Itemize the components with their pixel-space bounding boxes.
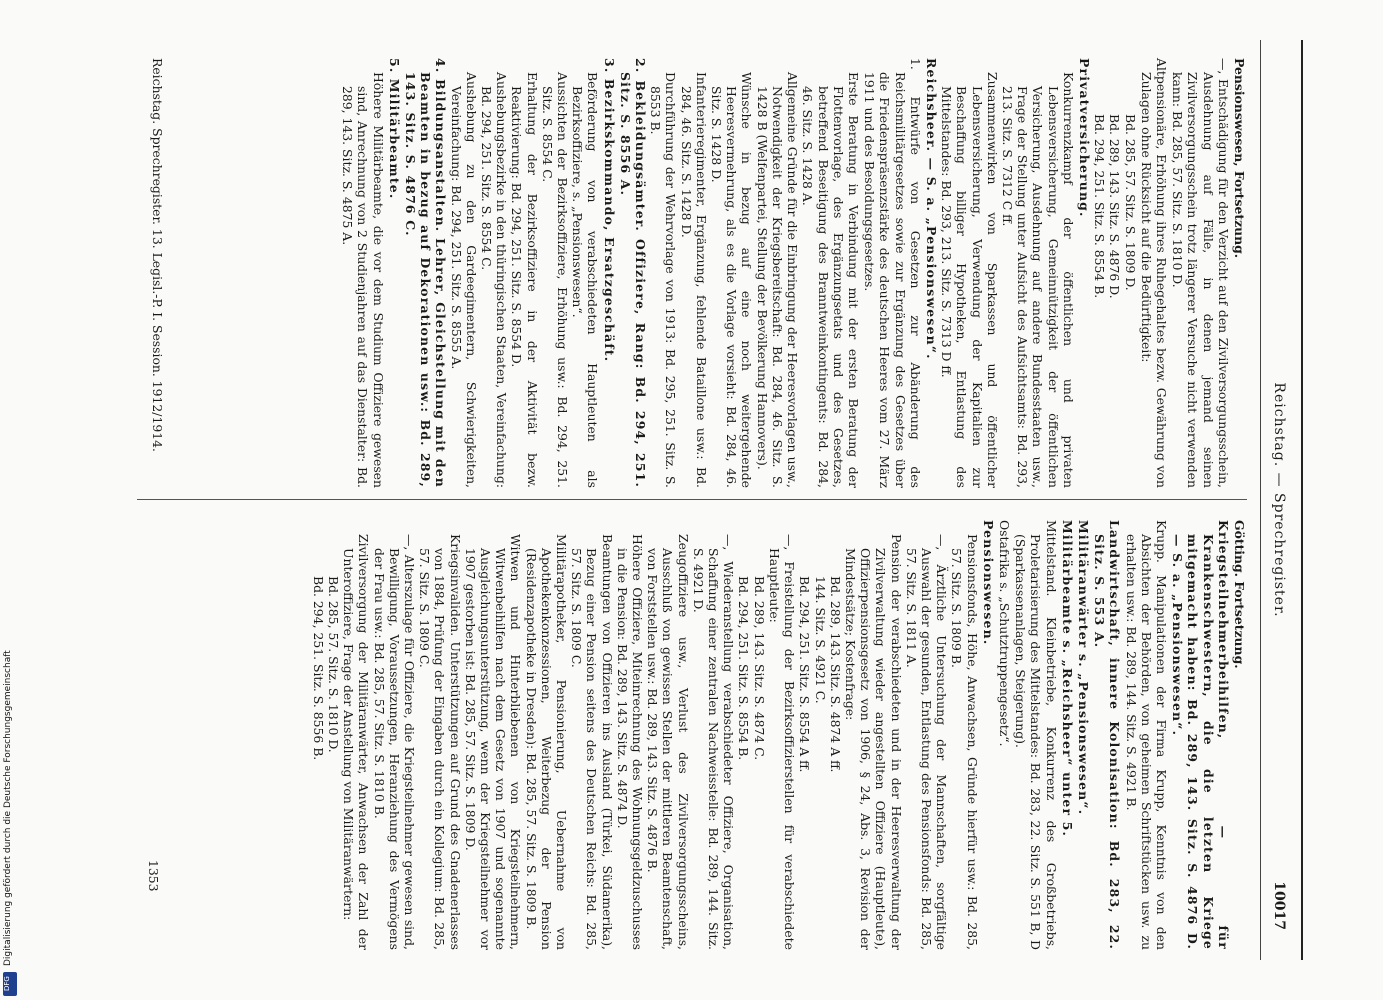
- header-rule: [1260, 40, 1261, 960]
- index-entry: Kriegsteilnehmerbeihilfen, — für Krankenschwestern, die die letzten Kriege mitgemacht haben: Bd. 289, 143. Sitz. S. 4876 D. — S. a. „Pensionswesen“.: [1170, 520, 1231, 950]
- index-entry: Altpensionäre, Erhöhung ihres Ruhegehaltes bezw. Gewährung von Zulagen ohne Rücksicht auf die Bedürftigkeit:: [1138, 58, 1169, 488]
- index-entry: Durchführung der Wehrvorlage von 1913: Bd. 295, 251. Sitz. S. 8553 B.: [648, 72, 679, 488]
- index-entry: Konkurrenzkampf der öffentlichen und privaten Lebensversicherung, Gemeinnützigkeit der öffentlichen Versicherung, Ausdehnung auf andere Bundesstaaten usw., Frage der Stellung unter Aufsicht des Aufsichtsamts: Bd. 293, 213. Sitz. S. 7312 C ff.: [999, 72, 1076, 488]
- index-entry: —, Alterszulage für Offiziere, die Kriegsteilnehmer gewesen sind, Bewilligung, Voraussetzungen, Heranziehung des Vermögens der Frau usw.: Bd. 285, 57. Sitz. S. 1810 B.: [371, 534, 418, 950]
- dfg-logo: DFG: [3, 972, 17, 996]
- running-head: Reichstag. — Sprechregister.: [1271, 382, 1287, 618]
- column-right: [311, 520, 1247, 950]
- index-entry: Erste Beratung in Verbindung mit der ersten Beratung der Flottenvorlage, des Ergänzungsetats und des Gesetzes, betreffend Beseitigung des Branntweinkontingents: Bd. 284, 46. Sitz. S. 1428 A.: [800, 72, 861, 488]
- index-entry: Allgemeine Gründe für die Einbringung der Heeresvorlagen usw., Notwendigkeit der Kriegsbereitschaft: Bd. 284, 46. Sitz. S. 1428 B (Welfenpartei, Stellung der Bevölkerung Hannovers).: [754, 72, 801, 488]
- index-entry: Pension der verabschiedeten und in der Heeresverwaltung der Zivilverwaltung wieder angestellten Offiziere (Hauptleute), Offizierpensionsgesetz von 1906, § 24, Abs. 3, Revision der Mindestsätze; Kostenfrage:: [842, 534, 904, 950]
- index-entry: Militäranwärter s. „Pensionswesen“.: [1075, 520, 1091, 816]
- index-entry: Witwen und Hinterbliebenen von Kriegsteilnehmern, Witwenbeihilfen nach dem Gesetz von 1907 und sogenannte Ausgleichungsunterstützung, wenn der Kriegsteilnehmer vor 1907 gestorben ist: Bd. 285, 57. Sitz. S. 1809 D.: [462, 534, 524, 950]
- index-entry: 3. Bezirkskommando, Ersatzgeschäft.: [601, 58, 617, 363]
- reference: Bd. 289, 143. Sitz. S. 4874 C.: [751, 576, 767, 761]
- index-entry: Zusammenwirken von Sparkassen und öffentlicher Lebensversicherung, Verwendung der Kapitalien zur Beschaffung billiger Hypotheken, Entlastung des Mittelstandes: Bd. 293, 213. Sitz. S. 7313 D ff.: [939, 72, 1000, 488]
- reference: Bd. 285, 57. Sitz. S. 1809 D.: [1122, 114, 1138, 291]
- index-entry: Zeugoffiziere usw., Verlust des Zivilversorgungsscheins, Ausschluß von gewissen Stellen der mittleren Beamtenschaft, von Forststellen usw.: Bd. 289, 143. Sitz. S. 4876 B.: [645, 534, 691, 950]
- index-entry: 1. Entwürfe von Gesetzen zur Abänderung des Reichsmilitärgesetzes sowie zur Ergänzung des Gesetzes über die Friedenspräsenzstärke des deutschen Heeres vom 27. März 1911 und des Besoldungsgesetzes.: [862, 58, 923, 488]
- index-entry: Militärapotheker, Pensionierung, Uebernahme von Apothekenkonzessionen, Weiterbezug der Pension (Residenzapotheke in Dresden): Bd. 285, 57. Sitz. S. 1809 B.: [523, 534, 570, 950]
- index-entry: Erhaltung der Bezirksoffiziere in der Aktivität bezw. Reaktivierung: Bd. 294, 251. Sitz. S. 8554 D.: [509, 72, 540, 488]
- index-entry: Reichsheer. — S. a. „Pensionswesen“.: [923, 58, 939, 360]
- page-header: [1257, 50, 1287, 950]
- index-entry: Höhere Offiziere, Miteinrechnung des Wohnungsgeldzuschusses in die Pension: Bd. 289, 143. Sitz. S. 4874 D.: [614, 534, 646, 950]
- index-entry: Infanterieregimenter, Ergänzung, fehlende Bataillone usw.: Bd. 284, 46. Sitz. S. 1428 D.: [678, 72, 709, 488]
- reference: Bd. 294, 251. Sitz. S. 8554 A ff.: [797, 576, 813, 773]
- index-entry: Militärbeamte s. „Reichsheer“ unter 5.: [1059, 520, 1075, 838]
- index-entry: Beförderung von verabschiedeten Hauptleuten als Bezirksoffiziere, s. „Pensionswesen“.: [570, 72, 601, 488]
- top-rule: [1301, 40, 1303, 960]
- index-entry: —, Entschädigung für den Verzicht auf den Zivilversorgungsschein, Ausdehnung auf Fälle, in denen jemand seinen Zivilversorgungsschein trotz längerer Versuche nicht verwenden kann: Bd. 285, 57. Sitz. S. 1810 D.: [1170, 58, 1231, 488]
- credit-text: Digitalisierung gefördert durch die Deutsche Forschungsgemeinschaft: [3, 650, 13, 966]
- footer-page-number: 1353: [146, 860, 161, 892]
- index-entry: —, Ärztliche Untersuchung der Mannschaften, sorgfältige Auswahl der gesunden, Entlastung des Pensionsfonds: Bd. 285, 57. Sitz. S. 1811 A.: [903, 534, 950, 950]
- index-entry: Beamtungen von Offizieren ins Ausland (Türkei, Südamerika), Bezug einer Pension seitens des Deutschen Reichs: Bd. 285, 57. Sitz. S. 1809 C.: [569, 534, 615, 950]
- reference: Bd. 289, 143. Sitz. S. 4876 D.: [1107, 114, 1123, 299]
- index-entry: 2. Bekleidungsämter. Offiziere, Rang: Bd. 294, 251. Sitz. S. 8556 A.: [617, 58, 649, 488]
- column-head: Götting. Fortsetzung.: [1232, 520, 1247, 669]
- column-head: Pensionswesen, Fortsetzung.: [1232, 58, 1247, 259]
- index-entry: Privatversicherung.: [1076, 58, 1092, 218]
- index-entry: Aushebung zu den Gardeegimentern, Schwierigkeiten, Vereinfachung: Bd. 294, 251. Sitz. S. 8555 A.: [448, 72, 479, 488]
- index-entry: Wünsche in bezug auf eine noch weitergehende Heeresvermehrung, als es die Vorlage vorsieht: Bd. 284, 46. Sitz. S. 1428 D.: [709, 72, 755, 488]
- reference: Bd. 294, 251. Sitz. S. 8554 B.: [1092, 114, 1108, 299]
- index-entry: Pensionsfonds, Höhe, Anwachsen, Gründe hierfür usw.: Bd. 285, 57. Sitz. S. 1809 B.: [949, 534, 980, 950]
- page-footer: Reichstag. Sprechregister. 13. Legisl.-P. I. Session. 1912/1914.: [150, 58, 165, 452]
- index-entry: Aussichten der Bezirksoffiziere, Erhöhung usw.: Bd. 294, 251. Sitz. S. 8554 C.: [539, 72, 571, 488]
- page-number: 10017: [1271, 881, 1287, 930]
- reference: Bd. 294, 251. Sitz. S. 8554 B.: [736, 576, 752, 761]
- index-entry: Pensionswesen.: [980, 520, 996, 646]
- index-entry: Landwirtschaft, innere Kolonisation: Bd. 283, 22. Sitz. S. 553 A.: [1092, 520, 1123, 950]
- column-left: [340, 58, 1247, 488]
- digitization-credit: [0, 606, 20, 1000]
- index-entry: —, Wiederanstellung verabschiedeter Offiziere, Organisation, Schaffung einer zentralen Nachweisstelle: Bd. 289, 144. Sitz. S. 4921 D.: [690, 534, 737, 950]
- column-divider: [137, 499, 1247, 500]
- index-entry: Kriegsinvaliden. Unterstützungen auf Grund des Gnadenerlasses von 1884, Prüfung der Eingaben durch ein Kollegium: Bd. 285, 57. Sitz. S. 1809 C.: [417, 534, 463, 950]
- index-entry: Mittelstand. Kleinbetriebe, Konkurrenz des Großbetriebs, Proletarisierung des Mittelstandes: Bd. 283, 22. Sitz. S. 551 B, D (Sparkassenanlagen, Steigerung).: [1013, 520, 1059, 950]
- index-entry: Höhere Militärbeamte, die vor dem Studium Offiziere gewesen sind, Anrechnung von 2 Studienjahren auf das Dienstalter: Bd. 289, 143. Sitz. S. 4875 A.: [340, 72, 386, 488]
- reference: Bd. 289, 143. Sitz. S. 4874 A ff.: [827, 576, 843, 773]
- index-entry: Ostafrika s. „Schutztruppengesetz“.: [996, 520, 1012, 747]
- index-entry: 5. Militärbeamte.: [386, 58, 402, 200]
- index-entry: 4. Bildungsanstalten. Lehrer, Gleichstellung mit den Beamten in bezug auf Dekorationen usw.: Bd. 289, 143. Sitz. S. 4876 C.: [403, 58, 449, 488]
- reference: 144. Sitz. S. 4921 C.: [812, 576, 828, 704]
- index-entry: —, Freistellung der Bezirksoffizierstellen für verabschiedete Hauptleute:: [766, 534, 798, 950]
- index-entry: Krupp. Manipulationen der Firma Krupp, Kenntnis von den Absichten der Behörden, von geheimen Schriftstücken usw. zu erhalten usw.: Bd. 289, 144. Sitz. S. 4921 B.: [1123, 520, 1169, 950]
- index-entry: Zivilversorgung der Militäranwärter, Anwachsen der Zahl der Unteroffiziere, Frage der Anstellung von Militäranwärtern:: [341, 534, 372, 950]
- reference: Bd. 294, 251. Sitz. S. 8556 B.: [310, 576, 326, 761]
- index-entry: Aushebungsbezirke in den thüringischen Staaten, Vereinfachung: Bd. 294, 251. Sitz. S. 8554 C.: [479, 72, 510, 488]
- reference: Bd. 285, 57. Sitz. S. 1810 D.: [326, 576, 342, 753]
